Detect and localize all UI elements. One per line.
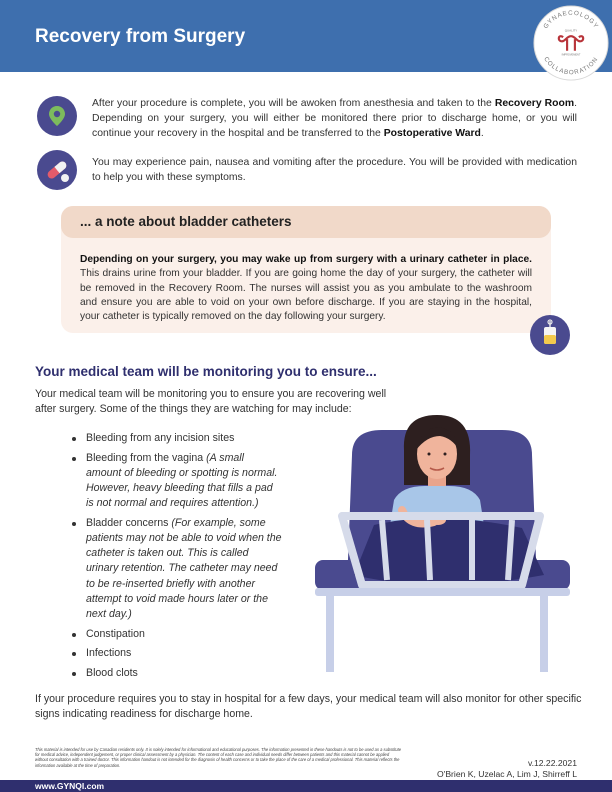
monitoring-section-title: Your medical team will be monitoring you to ensure... <box>35 364 377 379</box>
recovery-room-paragraph: After your procedure is complete, you will be awoken from anesthesia and taken to the Recovery Room. Depending on your surgery, you will either be monitored there prior to discharge home, or you will continue your recovery in the hospital and be transferred to the Postoperative Ward. <box>92 98 577 139</box>
note-header <box>61 206 551 238</box>
note-body-bold: Depending on your surgery, you may wake up from surgery with a urinary catheter in place. <box>80 254 532 265</box>
svg-text:GYNAECOLOGY: GYNAECOLOGY <box>542 9 600 31</box>
location-pin-icon <box>37 96 77 136</box>
patient-in-hospital-bed-illustration <box>312 410 574 680</box>
note-body <box>80 253 532 324</box>
pain-medication-paragraph: You may experience pain, nausea and vomiting after the procedure. You will be provided with medication to help you with these symptoms. <box>92 157 577 183</box>
pills-icon <box>37 150 77 190</box>
bladder-catheter-note <box>61 206 551 333</box>
urine-bag-icon <box>530 315 570 355</box>
header-banner <box>0 0 612 72</box>
svg-text:IMPROVEMENT: IMPROVEMENT <box>561 53 581 57</box>
list-item: Constipation <box>72 627 282 642</box>
list-item: Bladder concerns (For example, some patients may not be able to void when the catheter is taken out. This is called urinary retention. The catheter may need to be re-inserted briefly with another attempt to void made hours later or the next day.) <box>72 516 282 622</box>
monitoring-intro: Your medical team will be monitoring you to ensure you are recovering well after surgery. Some of the things they are watching for may include: <box>35 388 387 415</box>
svg-text:QUALITY: QUALITY <box>564 28 578 33</box>
disclaimer-text: This material is intended for use by Canadian residents only. It is solely intended for informational and educational purposes. The information presented in these handouts is not to be used as a substitute for medical advice, independent judgement, or proper clinical assessment by a physician. The content of each case and individual needs differ between patients and this material cannot be applied without consultation with a trained doctor. This information handout is not intended for the diagnosis of health concerns or to take the place of the care of a medical professional. This material reflects the information available at the time of preparation. <box>35 747 402 768</box>
list-item: Bleeding from any incision sites <box>72 431 282 446</box>
monitoring-list <box>72 431 282 685</box>
list-item: Infections <box>72 646 282 661</box>
svg-text:COLLABORATION: COLLABORATION <box>542 55 600 77</box>
gynaecology-quality-improvement-seal <box>532 4 610 82</box>
footer-bar <box>0 780 612 792</box>
note-title: ... a note about bladder catheters <box>80 214 292 229</box>
version-label: v.12.22.2021 <box>527 758 577 768</box>
closing-paragraph: If your procedure requires you to stay in hospital for a few days, your medical team will also monitor for other specific signs indicating readiness for discharge home. <box>35 693 582 720</box>
list-item: Bleeding from the vagina (A small amount of bleeding or spotting is normal. However, heavy bleeding that fills a pad is not normal and requires attention.) <box>72 451 282 512</box>
note-body-text: This drains urine from your bladder. If you are going home the day of your surgery, the catheter will be removed in the Recovery Room. The nurses will assist you as you ambulate to the washroom and ensure you are able to void on your own before discharge. If you are staying in the hospital, your catheter is typically removed on the day following your surgery. <box>80 268 532 323</box>
website-link[interactable]: www.GYNQI.com <box>35 781 105 791</box>
authors-label: O'Brien K, Uzelac A, Lim J, Shirreff L <box>437 769 577 779</box>
list-item: Blood clots <box>72 666 282 681</box>
page-title: Recovery from Surgery <box>35 26 246 47</box>
